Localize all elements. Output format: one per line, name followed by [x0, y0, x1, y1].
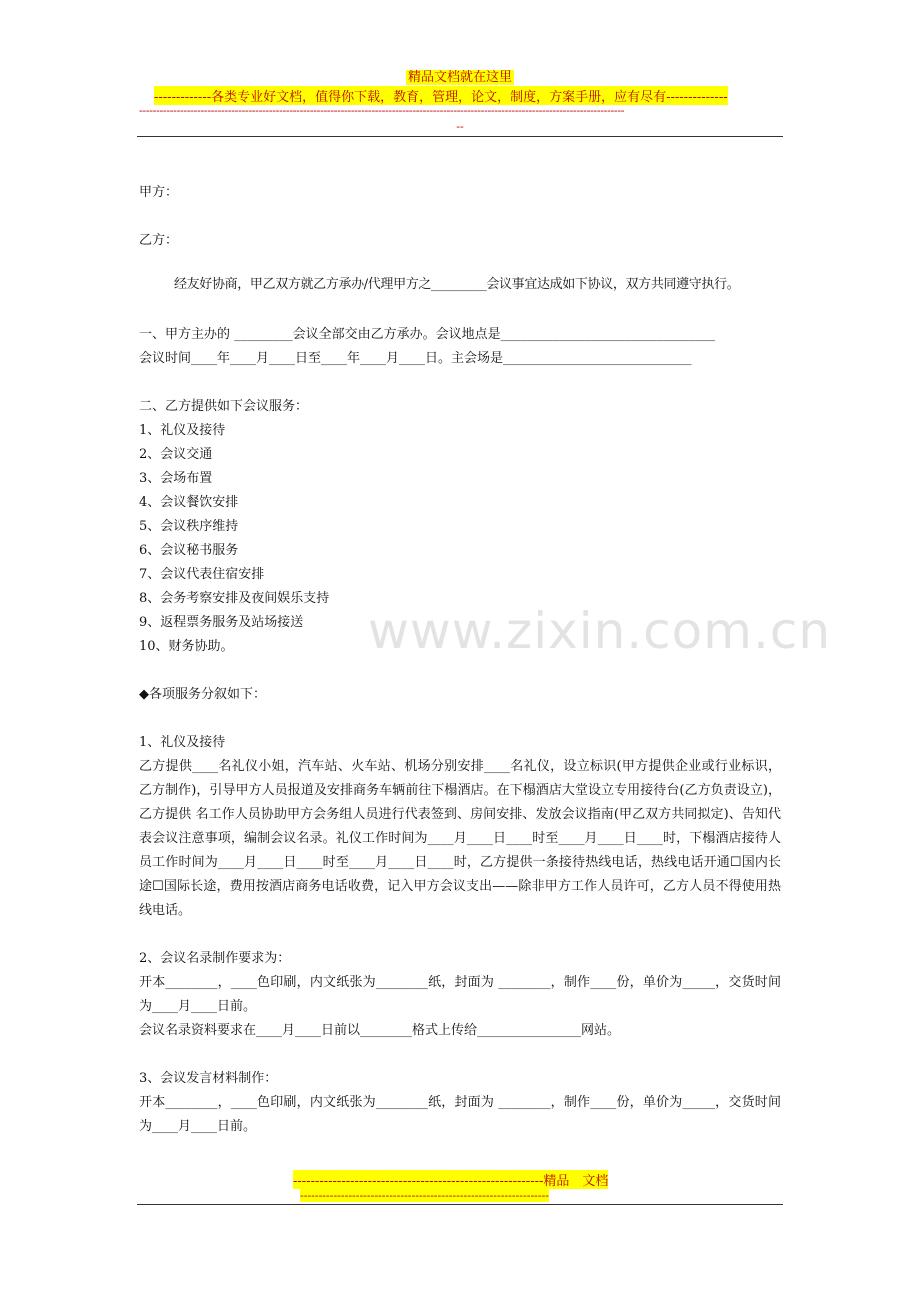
header-rule [137, 136, 783, 137]
detail1-body: 乙方提供____名礼仪小姐，汽车站、火车站、机场分别安排____名礼仪，设立标识(甲方提供企业或行业标识，乙方制作)，引导甲方人员报道及安排商务车辆前往下榻酒店。在下榻酒店大堂设立专用接待台(乙方负责设立)，乙方提供 名工作人员协助甲方会务组人员进行代表签到、房间安排、发放会议指南(甲乙双方共同拟定)、告知代表会议注意事项，编制会议名录。礼仪工作时间为____月____日____时至____月____日____时，下榻酒店接待人员工作时间为____月____日____时至____月____日____时，乙方提供一条接待热线电话，热线电话开通☐国内长途☐国际长途，费用按酒店商务电话收费，记入甲方会议支出——除非甲方工作人员许可，乙方人员不得使用热线电话。 [139, 759, 781, 918]
section1-line1: 一、甲方主办的 _________会议全部交由乙方承办。会议地点是_________________________________ [139, 327, 716, 342]
footer-line1: ---------------------------------------------------------精品 文档 [293, 1170, 608, 1189]
detail1-heading: 1、礼仪及接待 [139, 735, 226, 750]
service-list-item: 4、会议餐饮安排 [139, 495, 239, 510]
header-title: 精品文档就在这里 [407, 70, 512, 85]
service-list-item: 5、会议秩序维持 [139, 519, 239, 534]
header-dash-tail: -- [456, 120, 464, 133]
service-list-item: 3、会场布置 [139, 471, 213, 486]
party-a-label: 甲方： [139, 185, 179, 200]
service-list-item: 2、会议交通 [139, 447, 213, 462]
service-list-item: 10、财务协助。 [139, 639, 234, 654]
detail3-body: 开本________，____色印刷，内文纸张为________纸，封面为 ________，制作____份，单价为_____，交货时间为____月____日前。 [139, 1095, 781, 1134]
service-list-item: 1、礼仪及接待 [139, 423, 226, 438]
watermark: www.zixin.com.cn [368, 602, 832, 660]
service-list-item: 6、会议秘书服务 [139, 543, 239, 558]
service-list-item: 9、返程票务服务及站场接送 [139, 615, 304, 630]
section2-heading: 二、乙方提供如下会议服务： [139, 399, 309, 414]
service-list-item: 8、会务考察安排及夜间娱乐支持 [139, 591, 330, 606]
details-heading: ◆各项服务分叙如下： [139, 687, 266, 702]
detail2-body: 开本________，____色印刷，内文纸张为________纸，封面为 ________，制作____份，单价为_____，交货时间为____月____日前。 [139, 975, 781, 1014]
intro-paragraph: 经友好协商，甲乙双方就乙方承办/代理甲方之_________会议事宜达成如下协议，双方共同遵守执行。 [174, 277, 740, 292]
footer-line2: ------------------------------------------------------------------- [300, 1189, 550, 1202]
detail2-heading: 2、会议名录制作要求为： [139, 951, 291, 966]
section1-line2: 会议时间____年____月____日至____年____月____日。主会场是_____________________________ [139, 351, 692, 366]
party-b-label: 乙方： [139, 233, 179, 248]
header-dash-line: ---------------------------------------------------------------------------------------------------------------------------------------------- [139, 104, 625, 117]
header-tagline: -------------各类专业好文档，值得你下载，教育，管理，论文，制度，方案手册，应有尽有-------------- [154, 86, 728, 105]
detail2-upload-line: 会议名录资料要求在____月____日前以________格式上传给________________网站。 [139, 1023, 621, 1038]
service-list-item: 7、会议代表住宿安排 [139, 567, 265, 582]
detail3-heading: 3、会议发言材料制作： [139, 1071, 278, 1086]
footer-rule [137, 1204, 783, 1205]
